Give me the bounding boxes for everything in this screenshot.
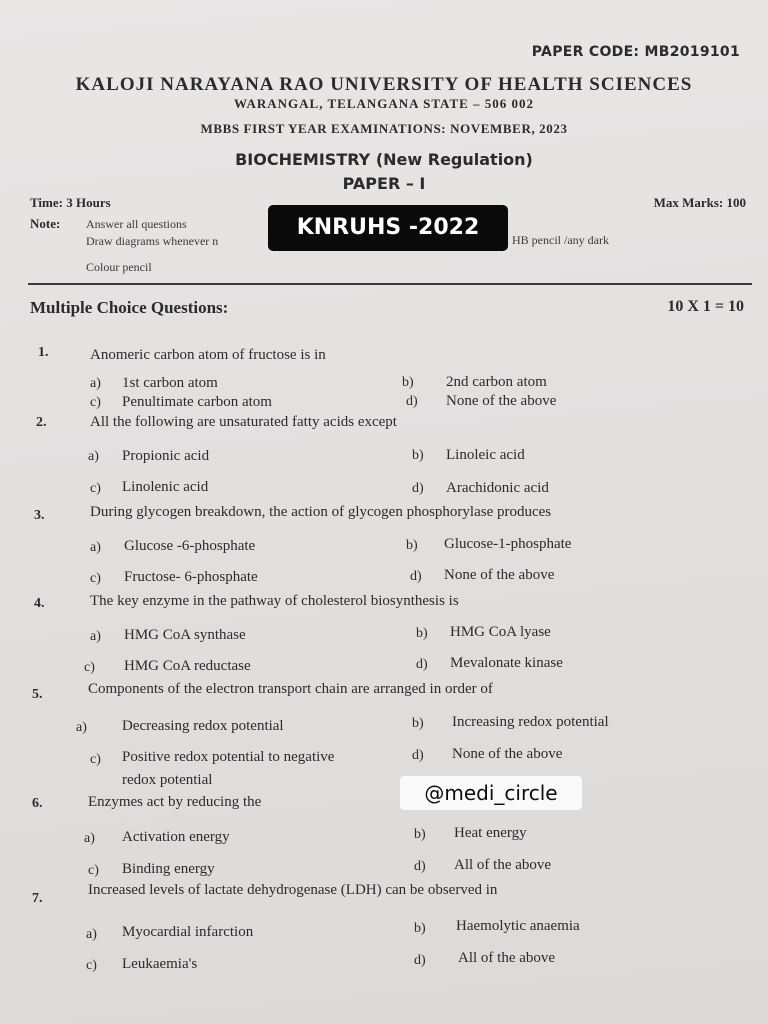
option-label: d) bbox=[414, 953, 426, 968]
question-text: During glycogen breakdown, the action of glycogen phosphorylase produces bbox=[90, 504, 552, 520]
question-number: 2. bbox=[36, 415, 47, 430]
option-text: None of the above bbox=[452, 746, 563, 762]
option-label: b) bbox=[416, 626, 428, 641]
option-text: HMG CoA lyase bbox=[450, 624, 551, 640]
exam-title: MBBS FIRST YEAR EXAMINATIONS: NOVEMBER, 2023 bbox=[200, 121, 568, 136]
option-label: a) bbox=[90, 629, 101, 644]
question-text: All the following are unsaturated fatty acids except bbox=[90, 414, 397, 430]
option-text: All of the above bbox=[454, 857, 552, 873]
option-text: Leukaemia's bbox=[122, 956, 198, 972]
paper-number: PAPER – I bbox=[342, 174, 426, 193]
note-line: Colour pencil bbox=[86, 260, 152, 274]
option-text-continued: redox potential bbox=[122, 772, 213, 788]
option-text: 2nd carbon atom bbox=[446, 374, 547, 390]
option-text: Heat energy bbox=[454, 825, 527, 841]
question-text: The key enzyme in the pathway of cholesterol biosynthesis is bbox=[90, 593, 459, 609]
option-label: b) bbox=[414, 827, 426, 842]
watermark-handle: @medi_circle bbox=[400, 776, 582, 810]
option-label: c) bbox=[84, 660, 95, 675]
option-text: None of the above bbox=[444, 567, 555, 583]
option-label: d) bbox=[406, 394, 418, 409]
option-label: c) bbox=[90, 752, 101, 767]
question-text: Increased levels of lactate dehydrogenase (LDH) can be observed in bbox=[88, 882, 498, 898]
option-label: c) bbox=[90, 481, 101, 496]
option-text: All of the above bbox=[458, 950, 556, 966]
note-label: Note: bbox=[30, 216, 61, 231]
option-text: Fructose- 6-phosphate bbox=[124, 569, 258, 585]
option-text: Glucose-1-phosphate bbox=[444, 536, 572, 552]
question-number: 1. bbox=[38, 345, 49, 360]
option-text: None of the above bbox=[446, 393, 557, 409]
option-label: d) bbox=[414, 859, 426, 874]
paper-code: PAPER CODE: MB2019101 bbox=[531, 44, 740, 60]
option-text: Binding energy bbox=[122, 861, 215, 877]
option-label: d) bbox=[410, 569, 422, 584]
option-label: c) bbox=[86, 958, 97, 973]
option-text: Glucose -6-phosphate bbox=[124, 538, 256, 554]
option-text: Propionic acid bbox=[122, 448, 210, 464]
option-text: Mevalonate kinase bbox=[450, 655, 563, 671]
section-score: 10 X 1 = 10 bbox=[667, 298, 744, 315]
option-text: Decreasing redox potential bbox=[122, 718, 284, 734]
option-text: Increasing redox potential bbox=[452, 714, 609, 730]
section-title: Multiple Choice Questions: bbox=[30, 298, 229, 317]
option-label: b) bbox=[412, 448, 424, 463]
option-label: a) bbox=[90, 540, 101, 555]
option-text: Linoleic acid bbox=[446, 447, 525, 463]
option-label: d) bbox=[416, 657, 428, 672]
option-label: a) bbox=[84, 831, 95, 846]
option-text: Activation energy bbox=[122, 829, 230, 845]
option-label: a) bbox=[88, 449, 99, 464]
note-line: HB pencil /any dark bbox=[512, 233, 609, 247]
option-label: c) bbox=[90, 395, 101, 410]
option-label: a) bbox=[86, 927, 97, 942]
note-line: Draw diagrams whenever n bbox=[86, 234, 219, 248]
subject-title: BIOCHEMISTRY (New Regulation) bbox=[235, 150, 533, 169]
option-text: Myocardial infarction bbox=[122, 924, 254, 940]
option-label: d) bbox=[412, 481, 424, 496]
question-number: 5. bbox=[32, 687, 43, 702]
question-text: Enzymes act by reducing the bbox=[88, 794, 262, 810]
option-text: 1st carbon atom bbox=[122, 375, 218, 391]
university-location: WARANGAL, TELANGANA STATE – 506 002 bbox=[233, 96, 535, 111]
option-text: Positive redox potential to negative bbox=[122, 749, 335, 765]
option-label: b) bbox=[402, 375, 414, 390]
watermark-badge: KNRUHS -2022 bbox=[268, 205, 508, 251]
option-text: Arachidonic acid bbox=[446, 480, 549, 496]
max-marks: Max Marks: 100 bbox=[653, 195, 746, 210]
option-label: b) bbox=[412, 716, 424, 731]
question-number: 6. bbox=[32, 796, 43, 811]
option-text: Haemolytic anaemia bbox=[456, 918, 580, 934]
option-text: HMG CoA synthase bbox=[124, 627, 246, 643]
question-number: 3. bbox=[34, 508, 45, 523]
option-text: HMG CoA reductase bbox=[124, 658, 251, 674]
question-number: 7. bbox=[32, 891, 43, 906]
option-label: d) bbox=[412, 748, 424, 763]
question-number: 4. bbox=[34, 596, 45, 611]
option-text: Linolenic acid bbox=[122, 479, 209, 495]
option-label: b) bbox=[414, 921, 426, 936]
option-label: b) bbox=[406, 538, 418, 553]
option-text: Penultimate carbon atom bbox=[122, 394, 272, 410]
question-text: Components of the electron transport chain are arranged in order of bbox=[88, 681, 493, 697]
option-label: c) bbox=[88, 863, 99, 878]
question-text: Anomeric carbon atom of fructose is in bbox=[90, 347, 326, 363]
exam-time: Time: 3 Hours bbox=[30, 195, 111, 210]
university-name: KALOJI NARAYANA RAO UNIVERSITY OF HEALTH SCIENCES bbox=[75, 74, 693, 95]
note-line: Answer all questions bbox=[86, 217, 187, 231]
option-label: c) bbox=[90, 571, 101, 586]
option-label: a) bbox=[90, 376, 101, 391]
divider bbox=[28, 283, 752, 285]
option-label: a) bbox=[76, 720, 87, 735]
